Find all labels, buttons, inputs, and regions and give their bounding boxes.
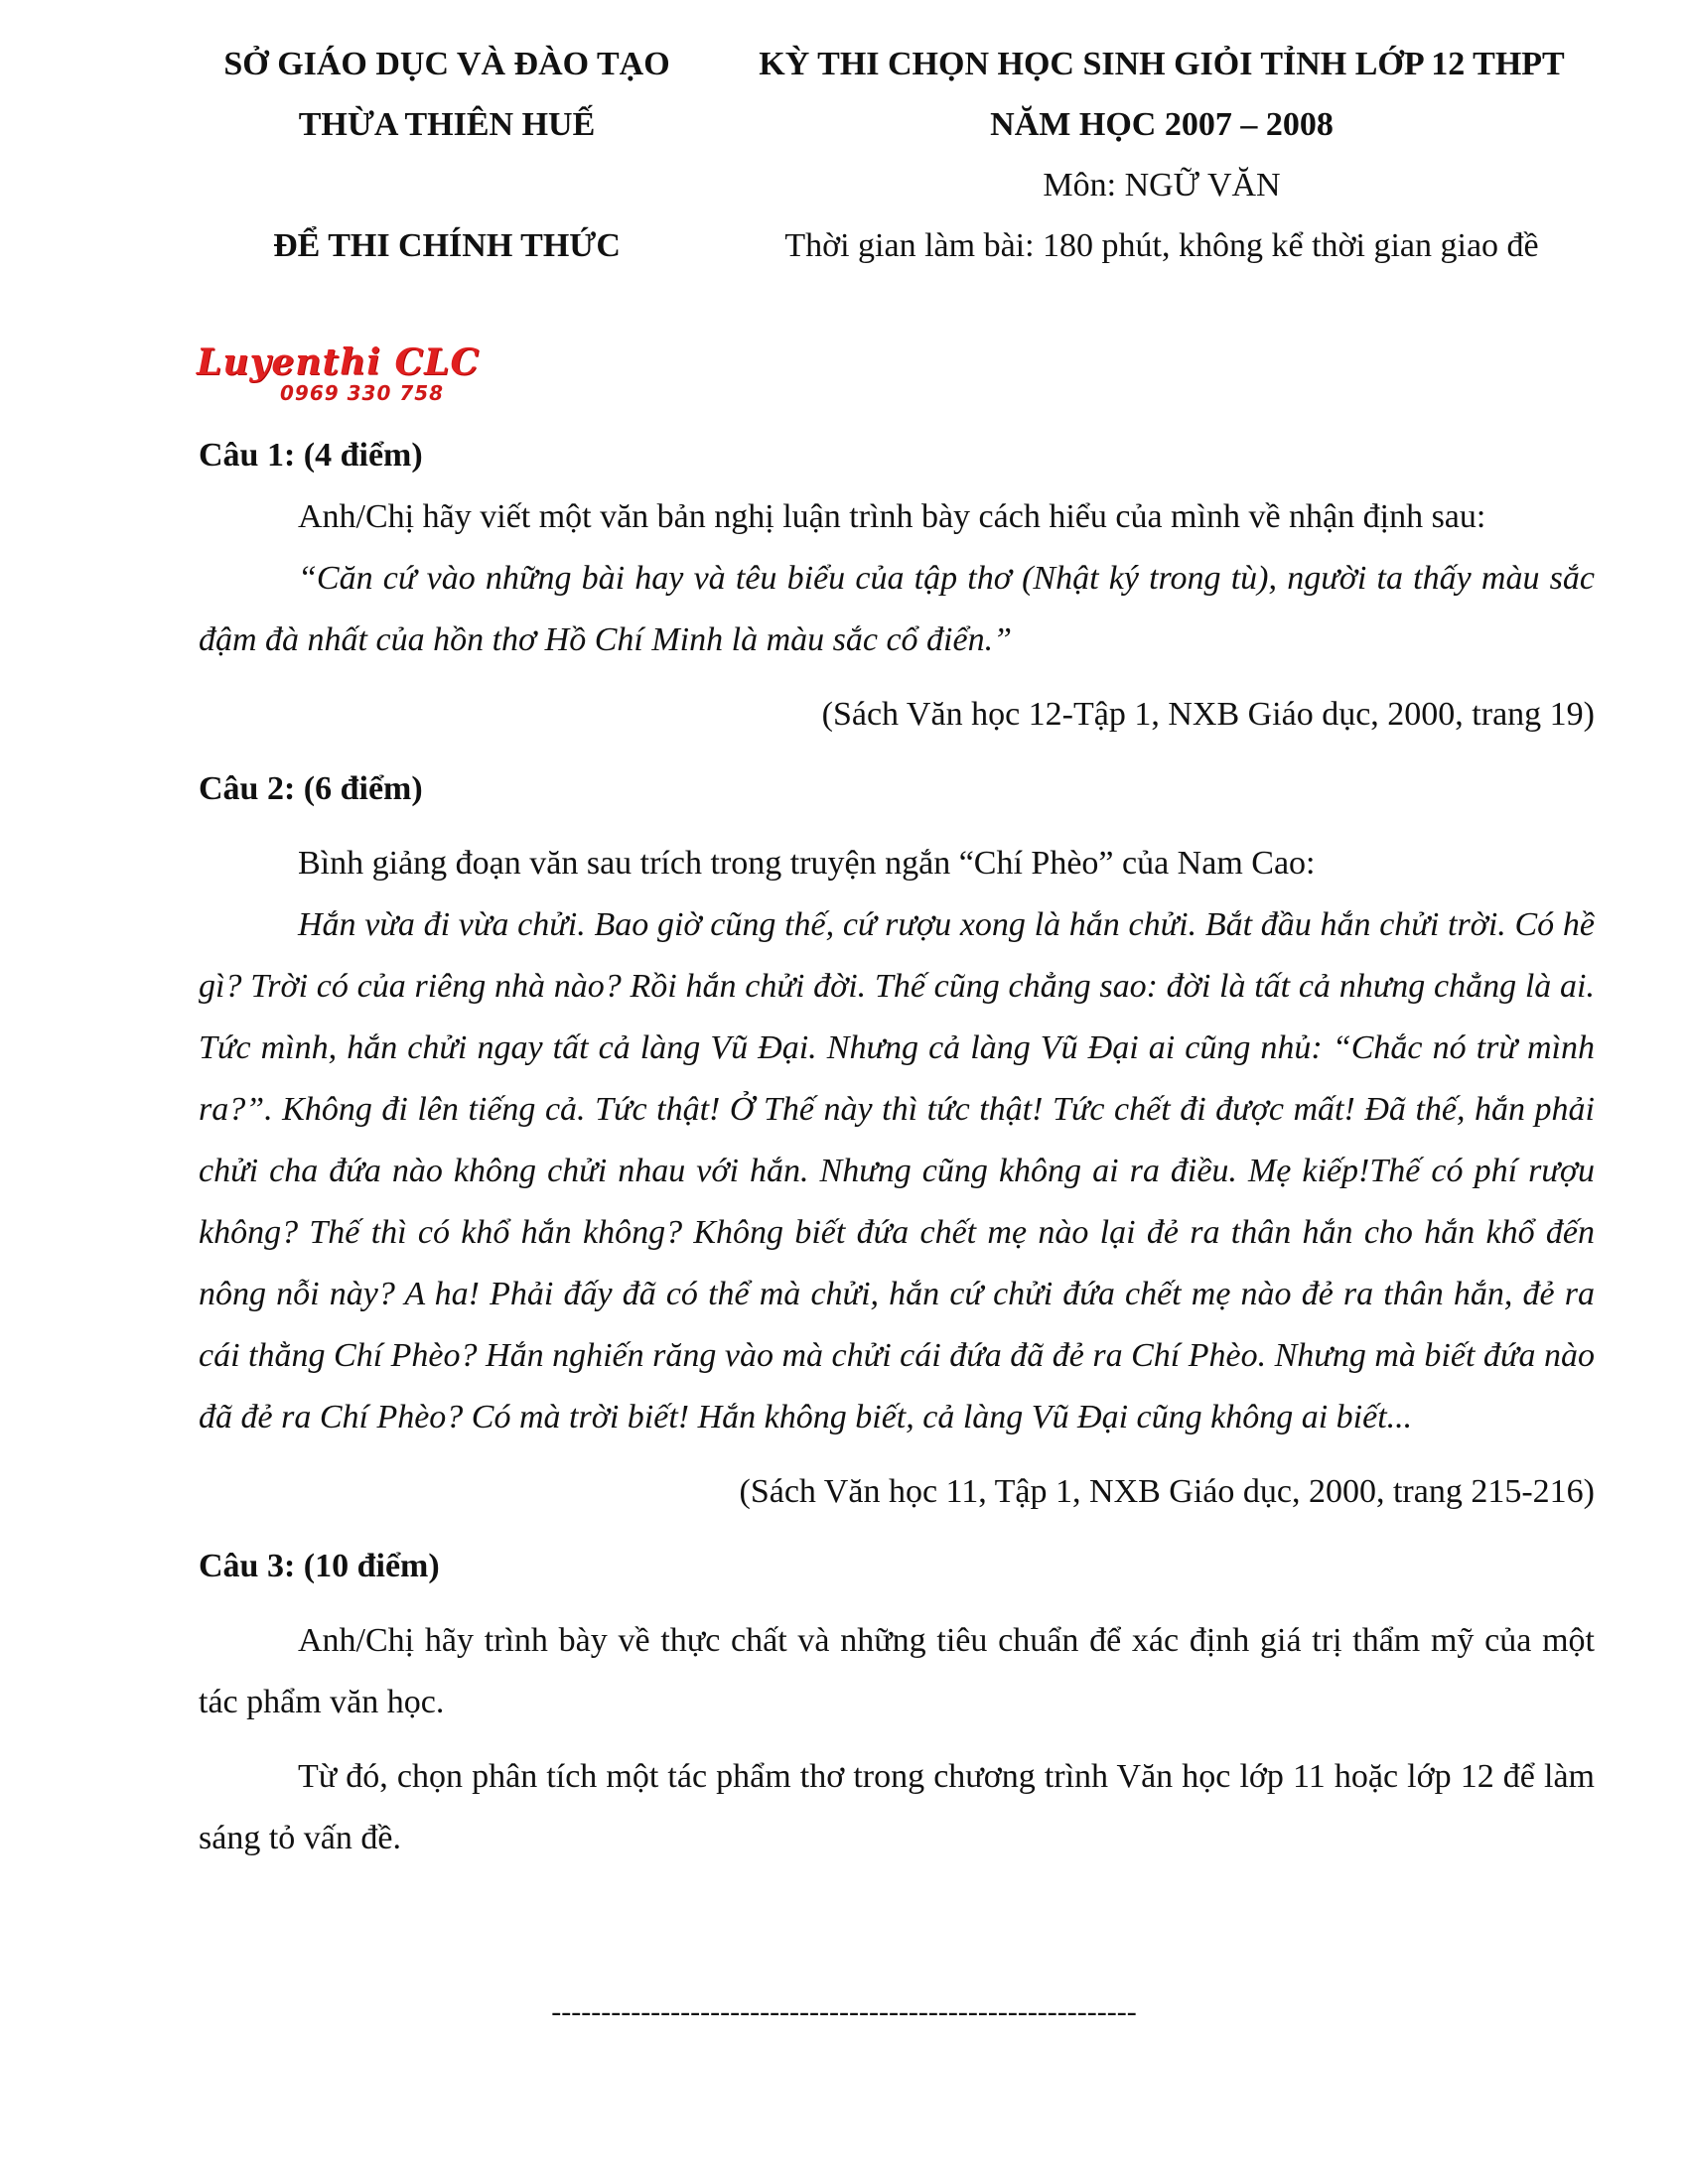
question-1-source: (Sách Văn học 12-Tập 1, NXB Giáo dục, 2000, trang 19) (821, 696, 1595, 733)
question-1-title: Câu 1: (4 điểm) (199, 437, 423, 474)
question-3-title: Câu 3: (10 điểm) (199, 1548, 440, 1584)
end-divider: ----------------------------------------------------------- (551, 1995, 1137, 2028)
department-name: SỞ GIÁO DỤC VÀ ĐÀO TẠO (223, 46, 670, 82)
exam-subject: Môn: NGỮ VĂN (1043, 167, 1281, 204)
question-2-title: Câu 2: (6 điểm) (199, 770, 423, 807)
header-spacer (189, 155, 705, 215)
exam-title: KỲ THI CHỌN HỌC SINH GIỎI TỈNH LỚP 12 THPT (759, 46, 1565, 82)
question-2-passage: Hắn vừa đi vừa chửi. Bao giờ cũng thế, cứ rượu xong là hắn chửi. Bắt đầu hắn chửi trời. Có hề gì? Trời có của riêng nhà nào? Rồi hắn chửi đời. Thế cũng chẳng sao: đời là tất cả nhưng chẳng là ai. Tức mình, hắn chửi ngay tất cả làng Vũ Đại. Nhưng cả làng Vũ Đại ai cũng nhủ: “Chắc nó trừ mình ra?”. Không đi lên tiếng cả. Tức thật! Ở Thế này thì tức thật! Tức chết đi được mất! Đã thế, hắn phải chửi cha đứa nào không chửi nhau với hắn. Nhưng cũng không ai ra điều. Mẹ kiếp!Thế có phí rượu không? Thế thì có khổ hắn không? Không biết đứa chết mẹ nào lại đẻ ra thân hắn cho hắn khổ đến nông nỗi này? A ha! Phải đấy đã có thể mà chửi, hắn cứ chửi đứa chết mẹ nào đẻ ra thân hắn, đẻ ra cái thằng Chí Phèo? Hắn nghiến răng vào mà chửi cái đứa đã đẻ ra Chí Phèo. Nhưng mà biết đứa nào đã đẻ ra Chí Phèo? Có mà trời biết! Hắn không biết, cả làng Vũ Đại cũng không ai biết... (199, 906, 1595, 1435)
question-1-quote: “Căn cứ vào những bài hay và têu biểu của tập thơ (Nhật ký trong tù), người ta thấy màu sắc đậm đà nhất của hồn thơ Hồ Chí Minh là màu sắc cổ điển.” (199, 560, 1595, 658)
question-3 (199, 1536, 1595, 1869)
header-right (715, 34, 1609, 276)
question-3-paragraph-2: Từ đó, chọn phân tích một tác phẩm thơ trong chương trình Văn học lớp 11 hoặc lớp 12 để làm sáng tỏ vấn đề. (199, 1758, 1595, 1856)
question-1-prompt: Anh/Chị hãy viết một văn bản nghị luận trình bày cách hiểu của mình về nhận định sau: (298, 498, 1486, 535)
province-name: THỪA THIÊN HUẾ (298, 106, 596, 143)
logo-name: Luyenthi CLC (197, 341, 481, 383)
exam-content (199, 425, 1595, 1869)
official-exam-label: ĐỂ THI CHÍNH THỨC (273, 227, 621, 264)
brand-logo (197, 341, 504, 405)
question-2-prompt: Bình giảng đoạn văn sau trích trong truyện ngắn “Chí Phèo” của Nam Cao: (298, 845, 1316, 882)
school-year: NĂM HỌC 2007 – 2008 (990, 106, 1334, 143)
question-1 (199, 425, 1595, 746)
question-2 (199, 758, 1595, 1523)
logo-phone: 0969 330 758 (280, 381, 445, 405)
exam-duration: Thời gian làm bài: 180 phút, không kể thời gian giao đề (784, 227, 1539, 264)
question-2-source: (Sách Văn học 11, Tập 1, NXB Giáo dục, 2000, trang 215-216) (739, 1473, 1595, 1510)
question-3-paragraph-1: Anh/Chị hãy trình bày về thực chất và những tiêu chuẩn để xác định giá trị thẩm mỹ của một tác phẩm văn học. (199, 1622, 1595, 1720)
header-left (189, 34, 705, 276)
